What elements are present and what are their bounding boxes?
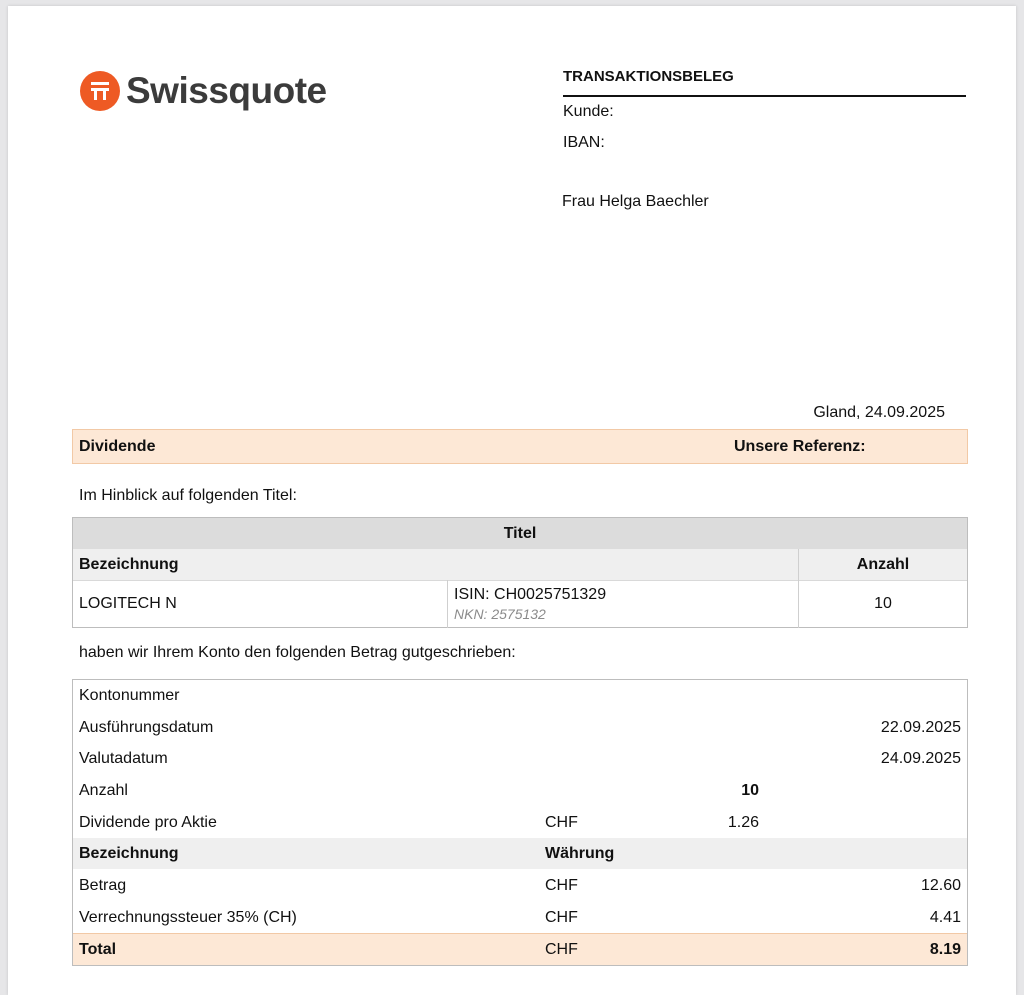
quantity-value: 10: [741, 782, 759, 799]
execution-date-value: 22.09.2025: [880, 719, 961, 736]
table-row: [73, 775, 967, 806]
total-currency: CHF: [545, 941, 578, 958]
brand-logo: [80, 69, 327, 113]
security-name: LOGITECH N: [79, 595, 177, 612]
table-row: [73, 680, 967, 711]
place-date: Gland, 24.09.2025: [813, 404, 945, 421]
column-header-name: Bezeichnung: [79, 845, 179, 862]
swissquote-logo-icon: [80, 71, 120, 111]
security-table-header: [73, 549, 967, 580]
customer-label: Kunde:: [563, 103, 614, 120]
security-nkn: NKN: 2575132: [454, 606, 546, 622]
value-date-label: Valutadatum: [79, 750, 168, 767]
dividend-per-share-label: Dividende pro Aktie: [79, 814, 217, 831]
table-row: [73, 580, 967, 628]
credit-text: haben wir Ihrem Konto den folgenden Betrag gutgeschrieben:: [79, 644, 516, 661]
column-header-quantity: Anzahl: [856, 556, 910, 573]
recipient-name: Frau Helga Baechler: [562, 193, 709, 210]
column-header-currency: Währung: [545, 845, 615, 862]
withholding-tax-label: Verrechnungssteuer 35% (CH): [79, 909, 297, 926]
table-row: [73, 870, 967, 901]
total-row: [73, 933, 967, 965]
table-row: [73, 712, 967, 743]
transaction-type: Dividende: [79, 438, 156, 455]
dividend-per-share-value: 1.26: [727, 814, 759, 831]
execution-date-label: Ausführungsdatum: [79, 719, 214, 736]
column-header-name: Bezeichnung: [79, 556, 179, 573]
brand-name: Swissquote: [126, 70, 327, 111]
transaction-banner: [72, 429, 968, 464]
gross-amount-label: Betrag: [79, 877, 127, 894]
withholding-tax-currency: CHF: [545, 909, 578, 926]
iban-label: IBAN:: [563, 134, 605, 151]
reference-label: Unsere Referenz:: [734, 438, 866, 455]
dividend-currency: CHF: [545, 814, 578, 831]
account-number-label: Kontonummer: [79, 687, 180, 704]
withholding-tax-value: 4.41: [929, 909, 961, 926]
value-date-value: 24.09.2025: [880, 750, 961, 767]
security-table-caption: Titel: [73, 518, 967, 549]
security-isin: ISIN: CH0025751329: [454, 586, 607, 603]
intro-text: Im Hinblick auf folgenden Titel:: [79, 487, 297, 504]
table-row: [73, 743, 967, 774]
title-divider: [563, 95, 966, 97]
security-table: [72, 517, 968, 628]
gross-amount-currency: CHF: [545, 877, 578, 894]
table-row: [73, 902, 967, 933]
amount-table: [72, 679, 968, 966]
table-row: [73, 807, 967, 838]
document-title: TRANSAKTIONSBELEG: [563, 68, 734, 85]
document-page: [8, 6, 1016, 995]
total-label: Total: [79, 941, 117, 958]
amount-table-header: [73, 838, 967, 869]
quantity-label: Anzahl: [79, 782, 128, 799]
security-quantity: 10: [874, 595, 892, 612]
gross-amount-value: 12.60: [920, 877, 961, 894]
total-value: 8.19: [929, 941, 961, 958]
